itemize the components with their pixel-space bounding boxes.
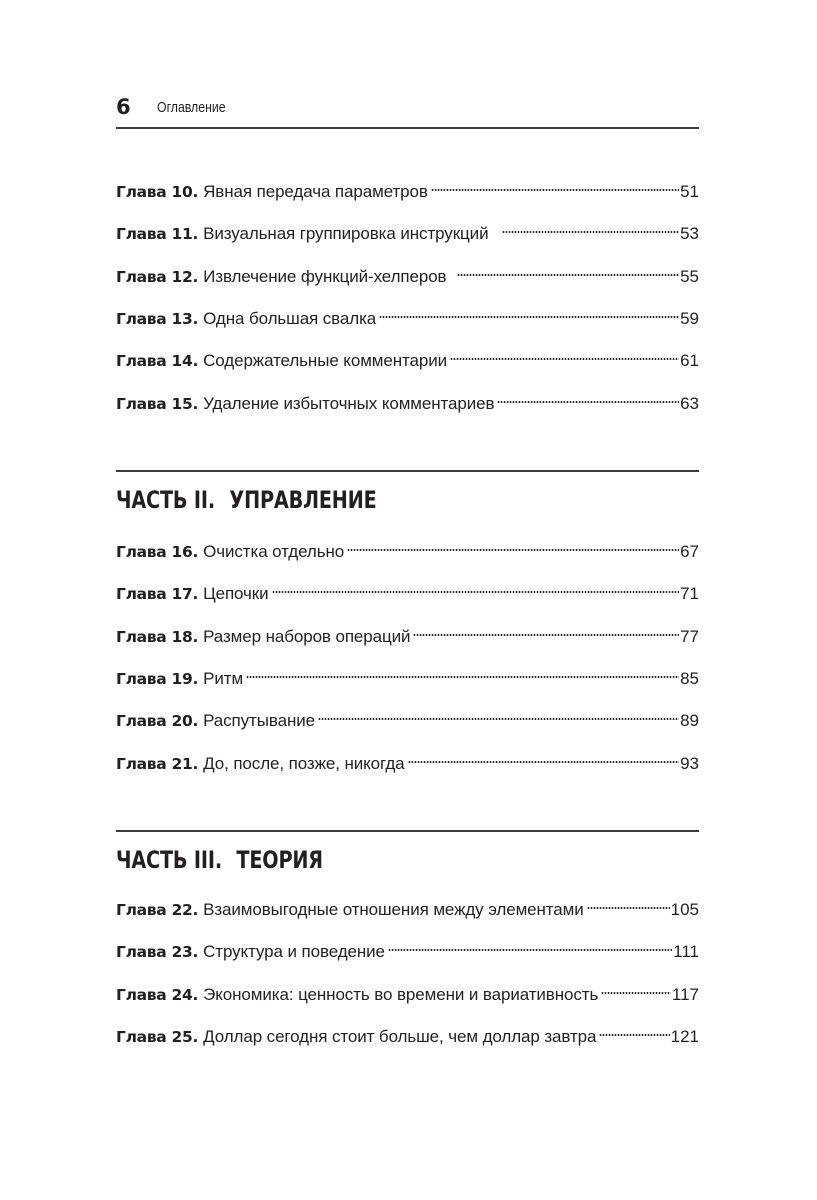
toc-entry[interactable]	[116, 385, 699, 413]
chapter-page: 117	[671, 985, 699, 1004]
chapter-label: Глава 21.	[116, 755, 199, 773]
chapter-page: 111	[673, 942, 699, 961]
toc-entry[interactable]	[116, 933, 699, 961]
dot-leader	[601, 976, 671, 1000]
chapter-page: 55	[680, 267, 699, 286]
header-rule	[116, 127, 699, 129]
running-header-title: Оглавление	[157, 99, 226, 116]
chapter-label: Глава 16.	[116, 543, 199, 561]
toc-entry[interactable]	[116, 660, 699, 688]
toc-entry[interactable]	[116, 702, 699, 730]
dot-leader	[497, 385, 679, 409]
chapter-page: 51	[680, 182, 699, 201]
part-rule	[116, 470, 699, 472]
chapter-page: 63	[680, 394, 699, 413]
toc-entry[interactable]	[116, 745, 699, 773]
toc-entry[interactable]	[116, 976, 699, 1004]
chapter-title: Структура и поведение	[203, 942, 385, 961]
chapter-label: Глава 20.	[116, 712, 199, 730]
chapter-label: Глава 12.	[116, 268, 199, 286]
running-header	[116, 94, 699, 128]
toc-entry[interactable]	[116, 891, 699, 919]
chapter-page: 59	[680, 309, 699, 328]
toc-entry[interactable]	[116, 342, 699, 370]
chapter-title: Очистка отдельно	[203, 542, 345, 561]
chapter-title: Размер наборов операций	[203, 627, 411, 646]
chapter-label: Глава 22.	[116, 901, 199, 919]
dot-leader	[599, 1018, 669, 1042]
page-number: 6	[116, 95, 131, 119]
chapter-label: Глава 24.	[116, 986, 199, 1004]
dot-leader	[450, 342, 679, 366]
chapter-page: 61	[680, 351, 699, 370]
part-heading[interactable]	[116, 485, 377, 515]
chapter-title: Цепочки	[203, 584, 269, 603]
chapter-label: Глава 23.	[116, 943, 199, 961]
chapter-page: 93	[680, 754, 699, 773]
dot-leader	[431, 173, 679, 197]
chapter-label: Глава 13.	[116, 310, 199, 328]
dot-leader	[502, 215, 679, 239]
chapter-page: 121	[670, 1027, 699, 1046]
chapter-title: Распутывание	[203, 711, 315, 730]
toc-entry[interactable]	[116, 618, 699, 646]
chapter-title: Взаимовыгодные отношения между элементами	[203, 900, 584, 919]
chapter-title: Экономика: ценность во времени и вариативность	[203, 985, 599, 1004]
dot-leader	[408, 745, 680, 769]
chapter-title: Одна большая свалка	[203, 309, 377, 328]
dot-leader	[457, 258, 680, 282]
chapter-label: Глава 17.	[116, 585, 199, 603]
chapter-title: Содержательные комментарии	[203, 351, 448, 370]
toc-entry[interactable]	[116, 215, 699, 243]
part-label: ЧАСТЬ II.	[116, 486, 216, 514]
chapter-page: 105	[670, 900, 699, 919]
chapter-page: 53	[680, 224, 699, 243]
toc-entry[interactable]	[116, 300, 699, 328]
dot-leader	[587, 891, 670, 915]
part-heading[interactable]	[116, 845, 323, 875]
chapter-label: Глава 11.	[116, 225, 199, 243]
dot-leader	[413, 618, 679, 642]
part-label: ЧАСТЬ III.	[116, 846, 223, 874]
part-rule	[116, 830, 699, 832]
toc-entry[interactable]	[116, 258, 699, 286]
toc-entry[interactable]	[116, 1018, 699, 1046]
toc-entry[interactable]	[116, 575, 699, 603]
chapter-title: Явная передача параметров	[203, 182, 428, 201]
part-title: УПРАВЛЕНИЕ	[229, 486, 377, 514]
dot-leader	[246, 660, 679, 684]
chapter-label: Глава 25.	[116, 1028, 199, 1046]
toc-entry[interactable]	[116, 533, 699, 561]
dot-leader	[347, 533, 679, 557]
dot-leader	[379, 300, 679, 324]
chapter-page: 67	[680, 542, 699, 561]
chapter-label: Глава 10.	[116, 183, 199, 201]
chapter-page: 77	[680, 627, 699, 646]
chapter-label: Глава 14.	[116, 352, 199, 370]
dot-leader	[318, 702, 679, 726]
chapter-title: Извлечение функций-хелперов	[203, 267, 447, 286]
dot-leader	[388, 933, 672, 957]
chapter-page: 89	[680, 711, 699, 730]
chapter-title: Ритм	[203, 669, 244, 688]
chapter-title: До, после, позже, никогда	[203, 754, 405, 773]
chapter-label: Глава 15.	[116, 395, 199, 413]
chapter-page: 85	[680, 669, 699, 688]
chapter-label: Глава 19.	[116, 670, 199, 688]
toc-entry[interactable]	[116, 173, 699, 201]
chapter-title: Визуальная группировка инструкций	[203, 224, 489, 243]
part-title: ТЕОРИЯ	[236, 846, 323, 874]
chapter-label: Глава 18.	[116, 628, 199, 646]
chapter-title: Удаление избыточных комментариев	[203, 394, 495, 413]
chapter-title: Доллар сегодня стоит больше, чем доллар завтра	[203, 1027, 597, 1046]
dot-leader	[272, 575, 680, 599]
chapter-page: 71	[680, 584, 699, 603]
